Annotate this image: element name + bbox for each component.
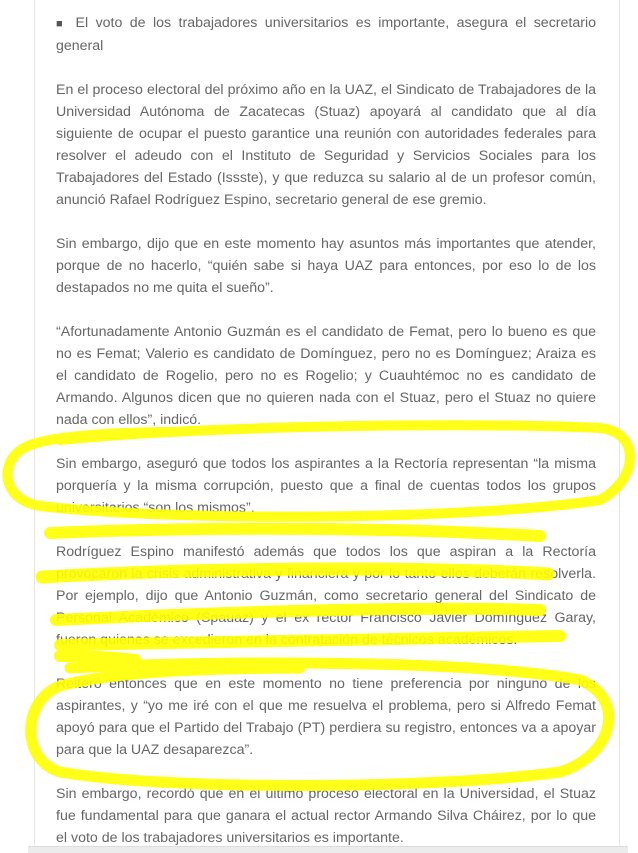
article-body — [56, 12, 596, 853]
article-paragraph-2: Sin embargo, dijo que en este momento hay asuntos más importantes que atender, porque de no hacerlo, “quién sabe si haya UAZ para entonces, por eso lo de los destapados no me quita el sueño”. — [56, 236, 596, 296]
article-paragraph-6: Reiteró entonces que en este momento no tiene preferencia por ninguno de los aspirantes, y “yo me iré con el que me resuelva el problema, pero si Alfredo Femat apoyó para que el Partido del Trabajo (PT) perdiera su registro, entonces va a apoyar para que la UAZ desaparezca”. — [56, 676, 596, 758]
article-paragraph-7: Sin embargo, recordó que en el último proceso electoral en la Universidad, el Stuaz fue fundamental para que ganara el actual rector Armando Silva Cháirez, por lo que el voto de los trabajadores universitarios es importante. — [56, 786, 596, 846]
article-paragraph-1: En el proceso electoral del próximo año en la UAZ, el Sindicato de Trabajadores de la Universidad Autónoma de Zacatecas (Stuaz) apoyará al candidato que al día siguiente de ocupar el puesto garantice una reunión con autoridades federales para resolver el adeudo con el Instituto de Seguridad y Servicios Sociales para los Trabajadores del Estado (Issste), y que reduzca su salario al de un profesor común, anunció Rafael Rodríguez Espino, secretario general de ese gremio. — [56, 82, 596, 208]
article-panel — [34, 0, 620, 853]
article-paragraph-4: Sin embargo, aseguró que todos los aspirantes a la Rectoría representan “la misma porquería y la misma corrupción, puesto que a final de cuentas todos los grupos universitarios “son los mismos”. — [56, 456, 596, 516]
horizontal-scrollbar[interactable] — [28, 846, 628, 853]
article-lead — [56, 12, 596, 57]
article-lead-text: El voto de los trabajadores universitarios es importante, asegura el secretario general — [56, 15, 596, 54]
bullet-square-icon: ■ — [56, 18, 67, 30]
article-paragraph-5: Rodríguez Espino manifestó además que todos los que aspiran a la Rectoría provocaron la crisis administrativa y financiera y por lo tanto ellos deberán resolverla. Por ejemplo, dijo que Antonio Guzmán, como secretario general del Sindicato de Personal Académico (Spauaz) y el ex rector Francisco Javier Domínguez Garay, fueron quienes se excedieron en la contratación de técnicos académicos. — [56, 544, 596, 648]
article-paragraph-3: “Afortunadamente Antonio Guzmán es el candidato de Femat, pero lo bueno es que no es Femat; Valerio es candidato de Domínguez, pero no es Domínguez; Araiza es el candidato de Rogelio, pero no es Rogelio; y Cuauhtémoc no es candidato de Armando. Algunos dicen que no quieren nada con el Stuaz, pero el Stuaz no quiere nada con ellos”, indicó. — [56, 324, 596, 428]
